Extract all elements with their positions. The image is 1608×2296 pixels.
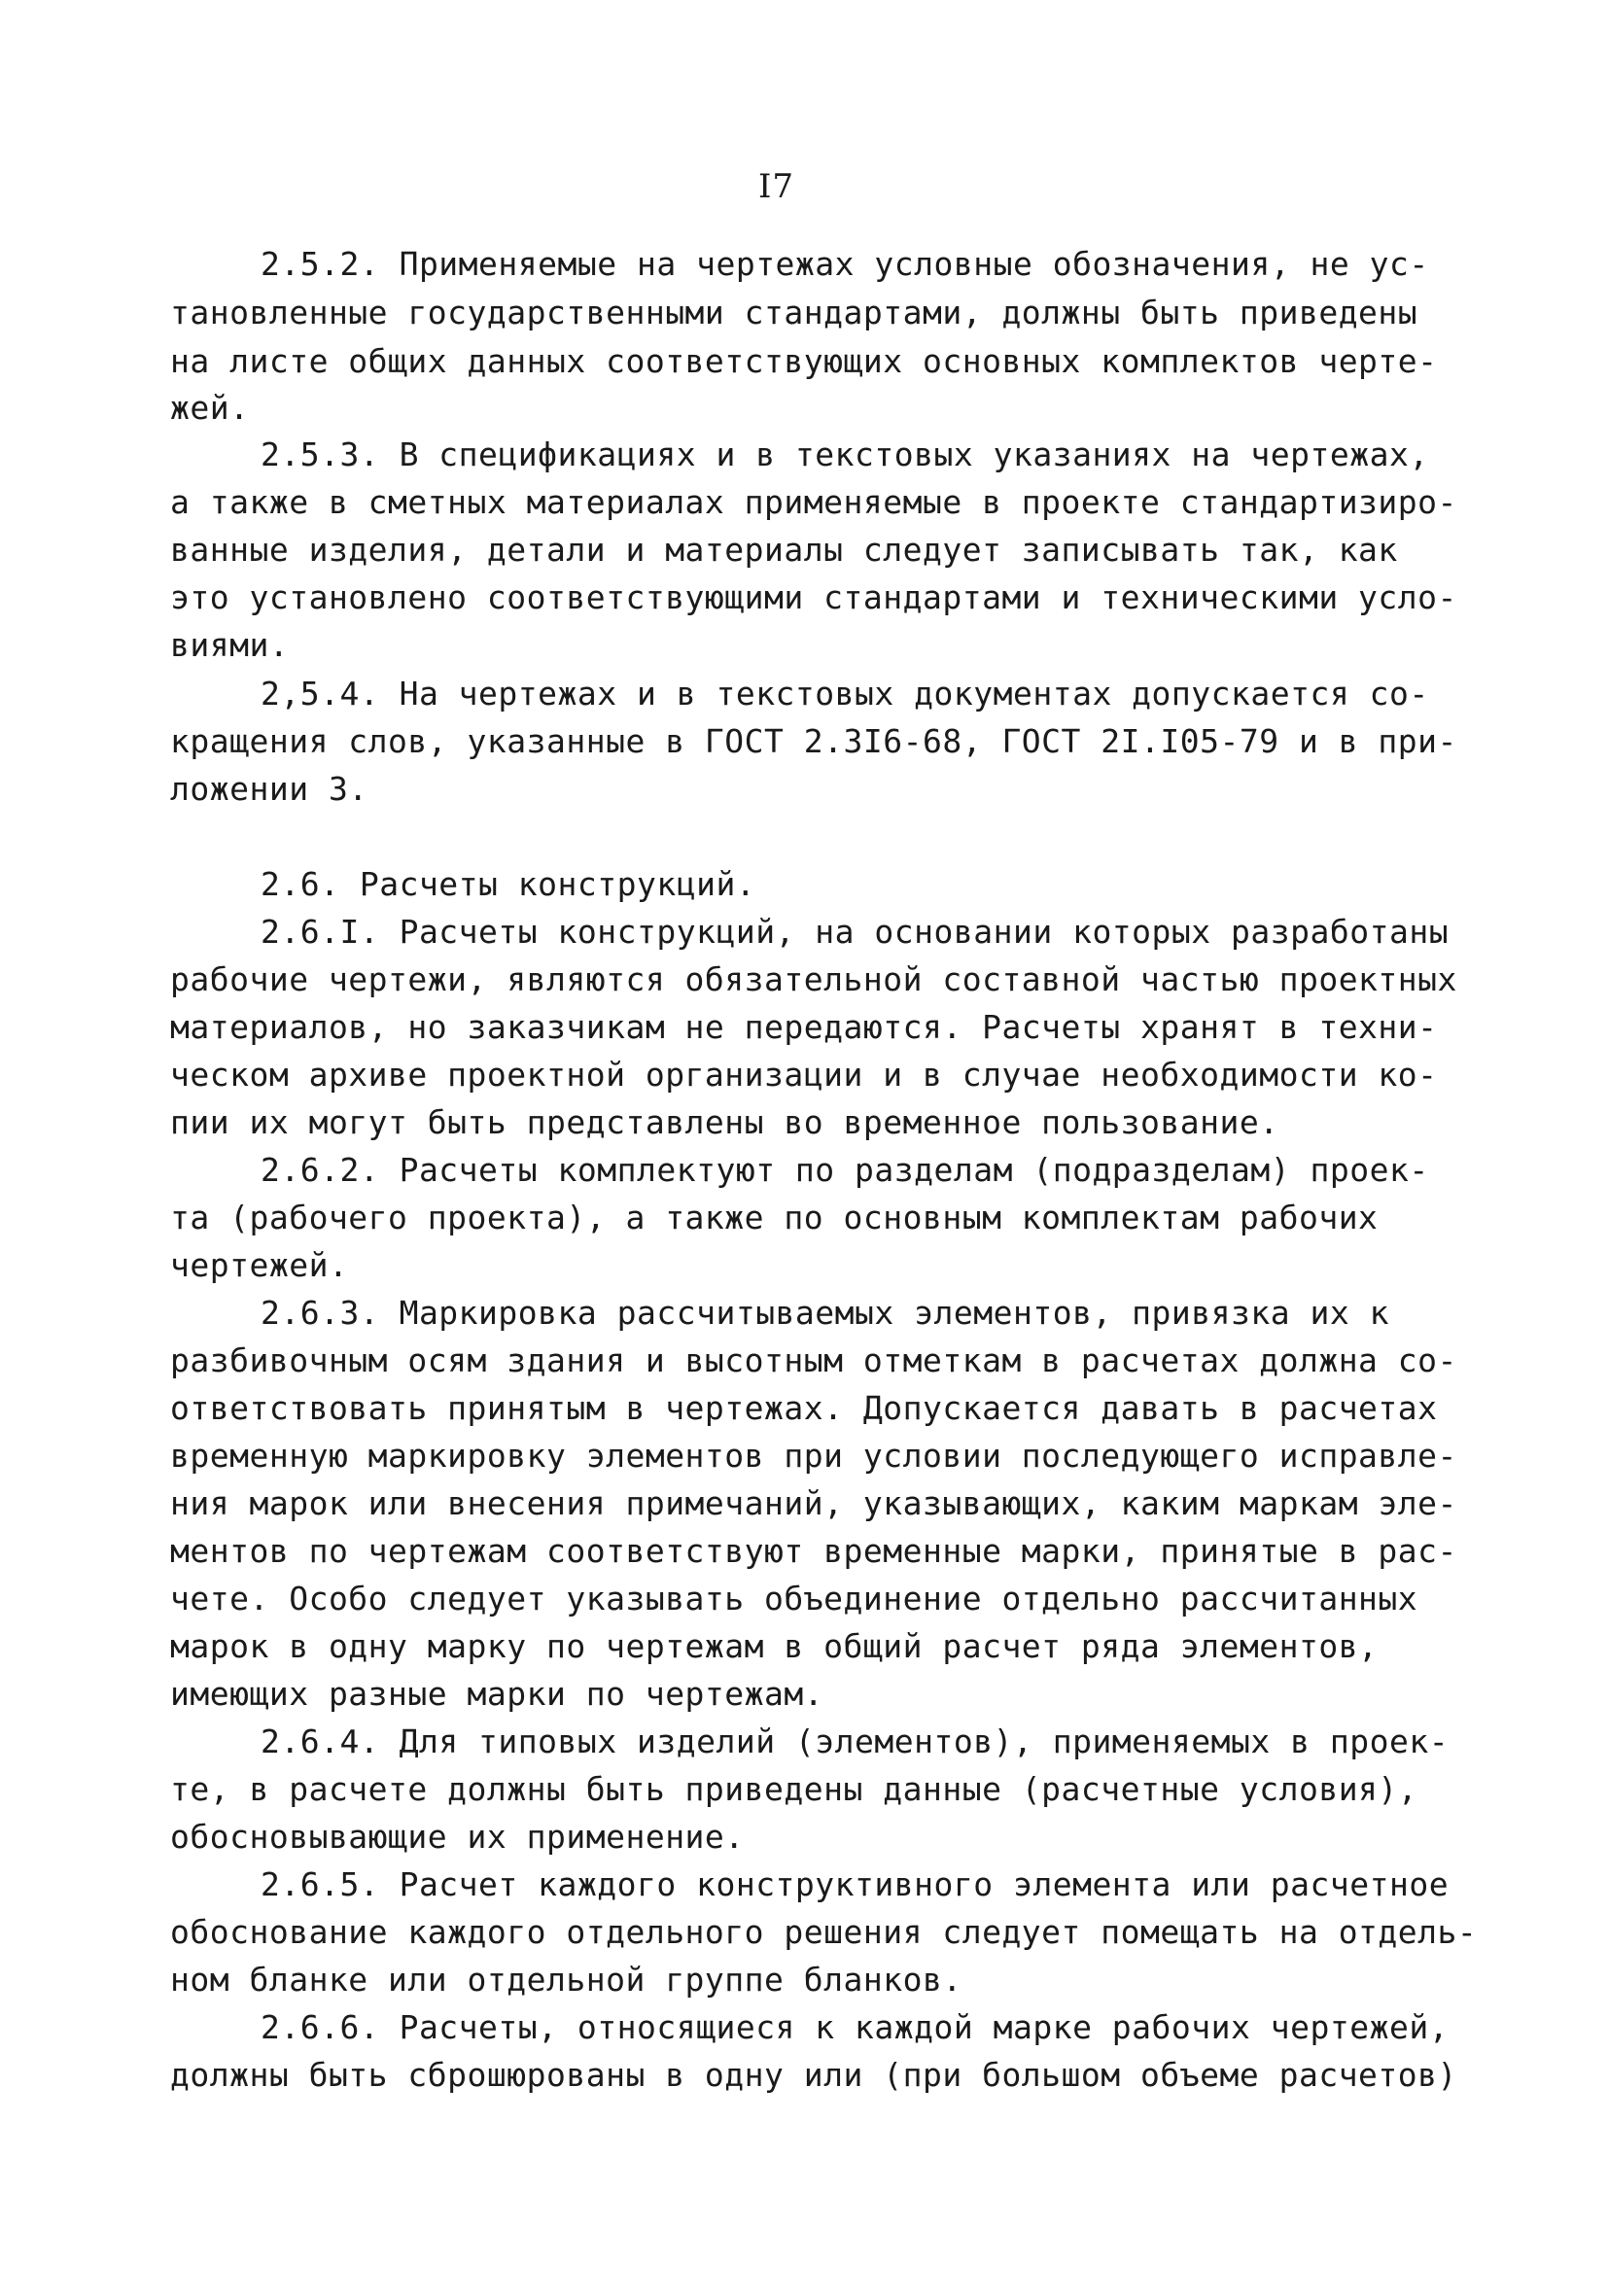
text-line: на листе общих данных соответствующих основных комплектов черте- — [170, 342, 1438, 380]
text-line: временную маркировку элементов при условии последующего исправле- — [170, 1437, 1457, 1475]
section-heading: 2.6. Расчеты конструкций. — [261, 865, 756, 903]
text-line: марок в одну марку по чертежам в общий расчет ряда элементов, — [170, 1627, 1379, 1665]
text-line: ванные изделия, детали и материалы следует записывать так, как — [170, 531, 1398, 569]
text-line: 2.6.3. Маркировка рассчитываемых элементов, привязка их к — [261, 1294, 1389, 1332]
text-line: чете. Особо следует указывать объединение отдельно рассчитанных — [170, 1580, 1418, 1618]
text-line: та (рабочего проекта), а также по основным комплектам рабочих — [170, 1199, 1379, 1236]
text-line: ния марок или внесения примечаний, указывающих, каким маркам эле- — [170, 1484, 1457, 1522]
text-line: 2.5.3. В спецификациях и в текстовых указаниях на чертежах, — [261, 435, 1429, 473]
text-line: чертежей. — [170, 1246, 349, 1284]
text-line: это установлено соответствующими стандартами и техническими усло- — [170, 578, 1457, 616]
text-line: 2.6.4. Для типовых изделий (элементов), применяемых в проек- — [261, 1722, 1450, 1760]
text-line: обосновывающие их применение. — [170, 1818, 745, 1856]
text-line: а также в сметных материалах применяемые в проекте стандартизиро- — [170, 483, 1457, 521]
text-line: материалов, но заказчикам не передаются. Расчеты хранят в техни- — [170, 1008, 1438, 1046]
text-line: 2.6.5. Расчет каждого конструктивного элемента или расчетное — [261, 1865, 1450, 1903]
text-line: те, в расчете должны быть приведены данные (расчетные условия), — [170, 1770, 1418, 1808]
text-line: жей. — [170, 389, 250, 427]
text-line: обоснование каждого отдельного решения следует помещать на отдель- — [170, 1913, 1478, 1951]
text-line: виями. — [170, 626, 290, 664]
text-line: ментов по чертежам соответствуют временные марки, принятые в рас- — [170, 1532, 1457, 1570]
text-line: 2.6.2. Расчеты комплектуют по разделам (подразделам) проек- — [261, 1151, 1429, 1189]
text-line: рабочие чертежи, являются обязательной составной частью проектных — [170, 960, 1457, 998]
text-line: имеющих разные марки по чертежам. — [170, 1675, 824, 1713]
text-line: пии их могут быть представлены во временное пользование. — [170, 1103, 1279, 1141]
text-line: тановленные государственными стандартами, должны быть приведены — [170, 294, 1418, 331]
text-line: ном бланке или отдельной группе бланков. — [170, 1961, 962, 1999]
text-line: разбивочным осям здания и высотным отметкам в расчетах должна со- — [170, 1341, 1457, 1379]
text-line: 2.6.6. Расчеты, относящиеся к каждой марке рабочих чертежей, — [261, 2008, 1450, 2046]
text-line: ческом архиве проектной организации и в случае необходимости ко- — [170, 1056, 1438, 1094]
text-line: должны быть сброшюрованы в одну или (при большом объеме расчетов) — [170, 2056, 1457, 2094]
text-line: 2.6.I. Расчеты конструкций, на основании которых разработаны — [261, 913, 1450, 951]
text-line: 2,5.4. На чертежах и в текстовых документах допускается со- — [261, 675, 1429, 713]
text-line: 2.5.2. Применяемые на чертежах условные обозначения, не ус- — [261, 245, 1429, 283]
text-line: кращения слов, указанные в ГОСТ 2.3I6-68, ГОСТ 2I.I05-79 и в при- — [170, 722, 1457, 760]
text-line: ложении 3. — [170, 770, 368, 808]
page-number: I7 — [758, 167, 795, 206]
text-line: ответствовать принятым в чертежах. Допускается давать в расчетах — [170, 1389, 1438, 1427]
